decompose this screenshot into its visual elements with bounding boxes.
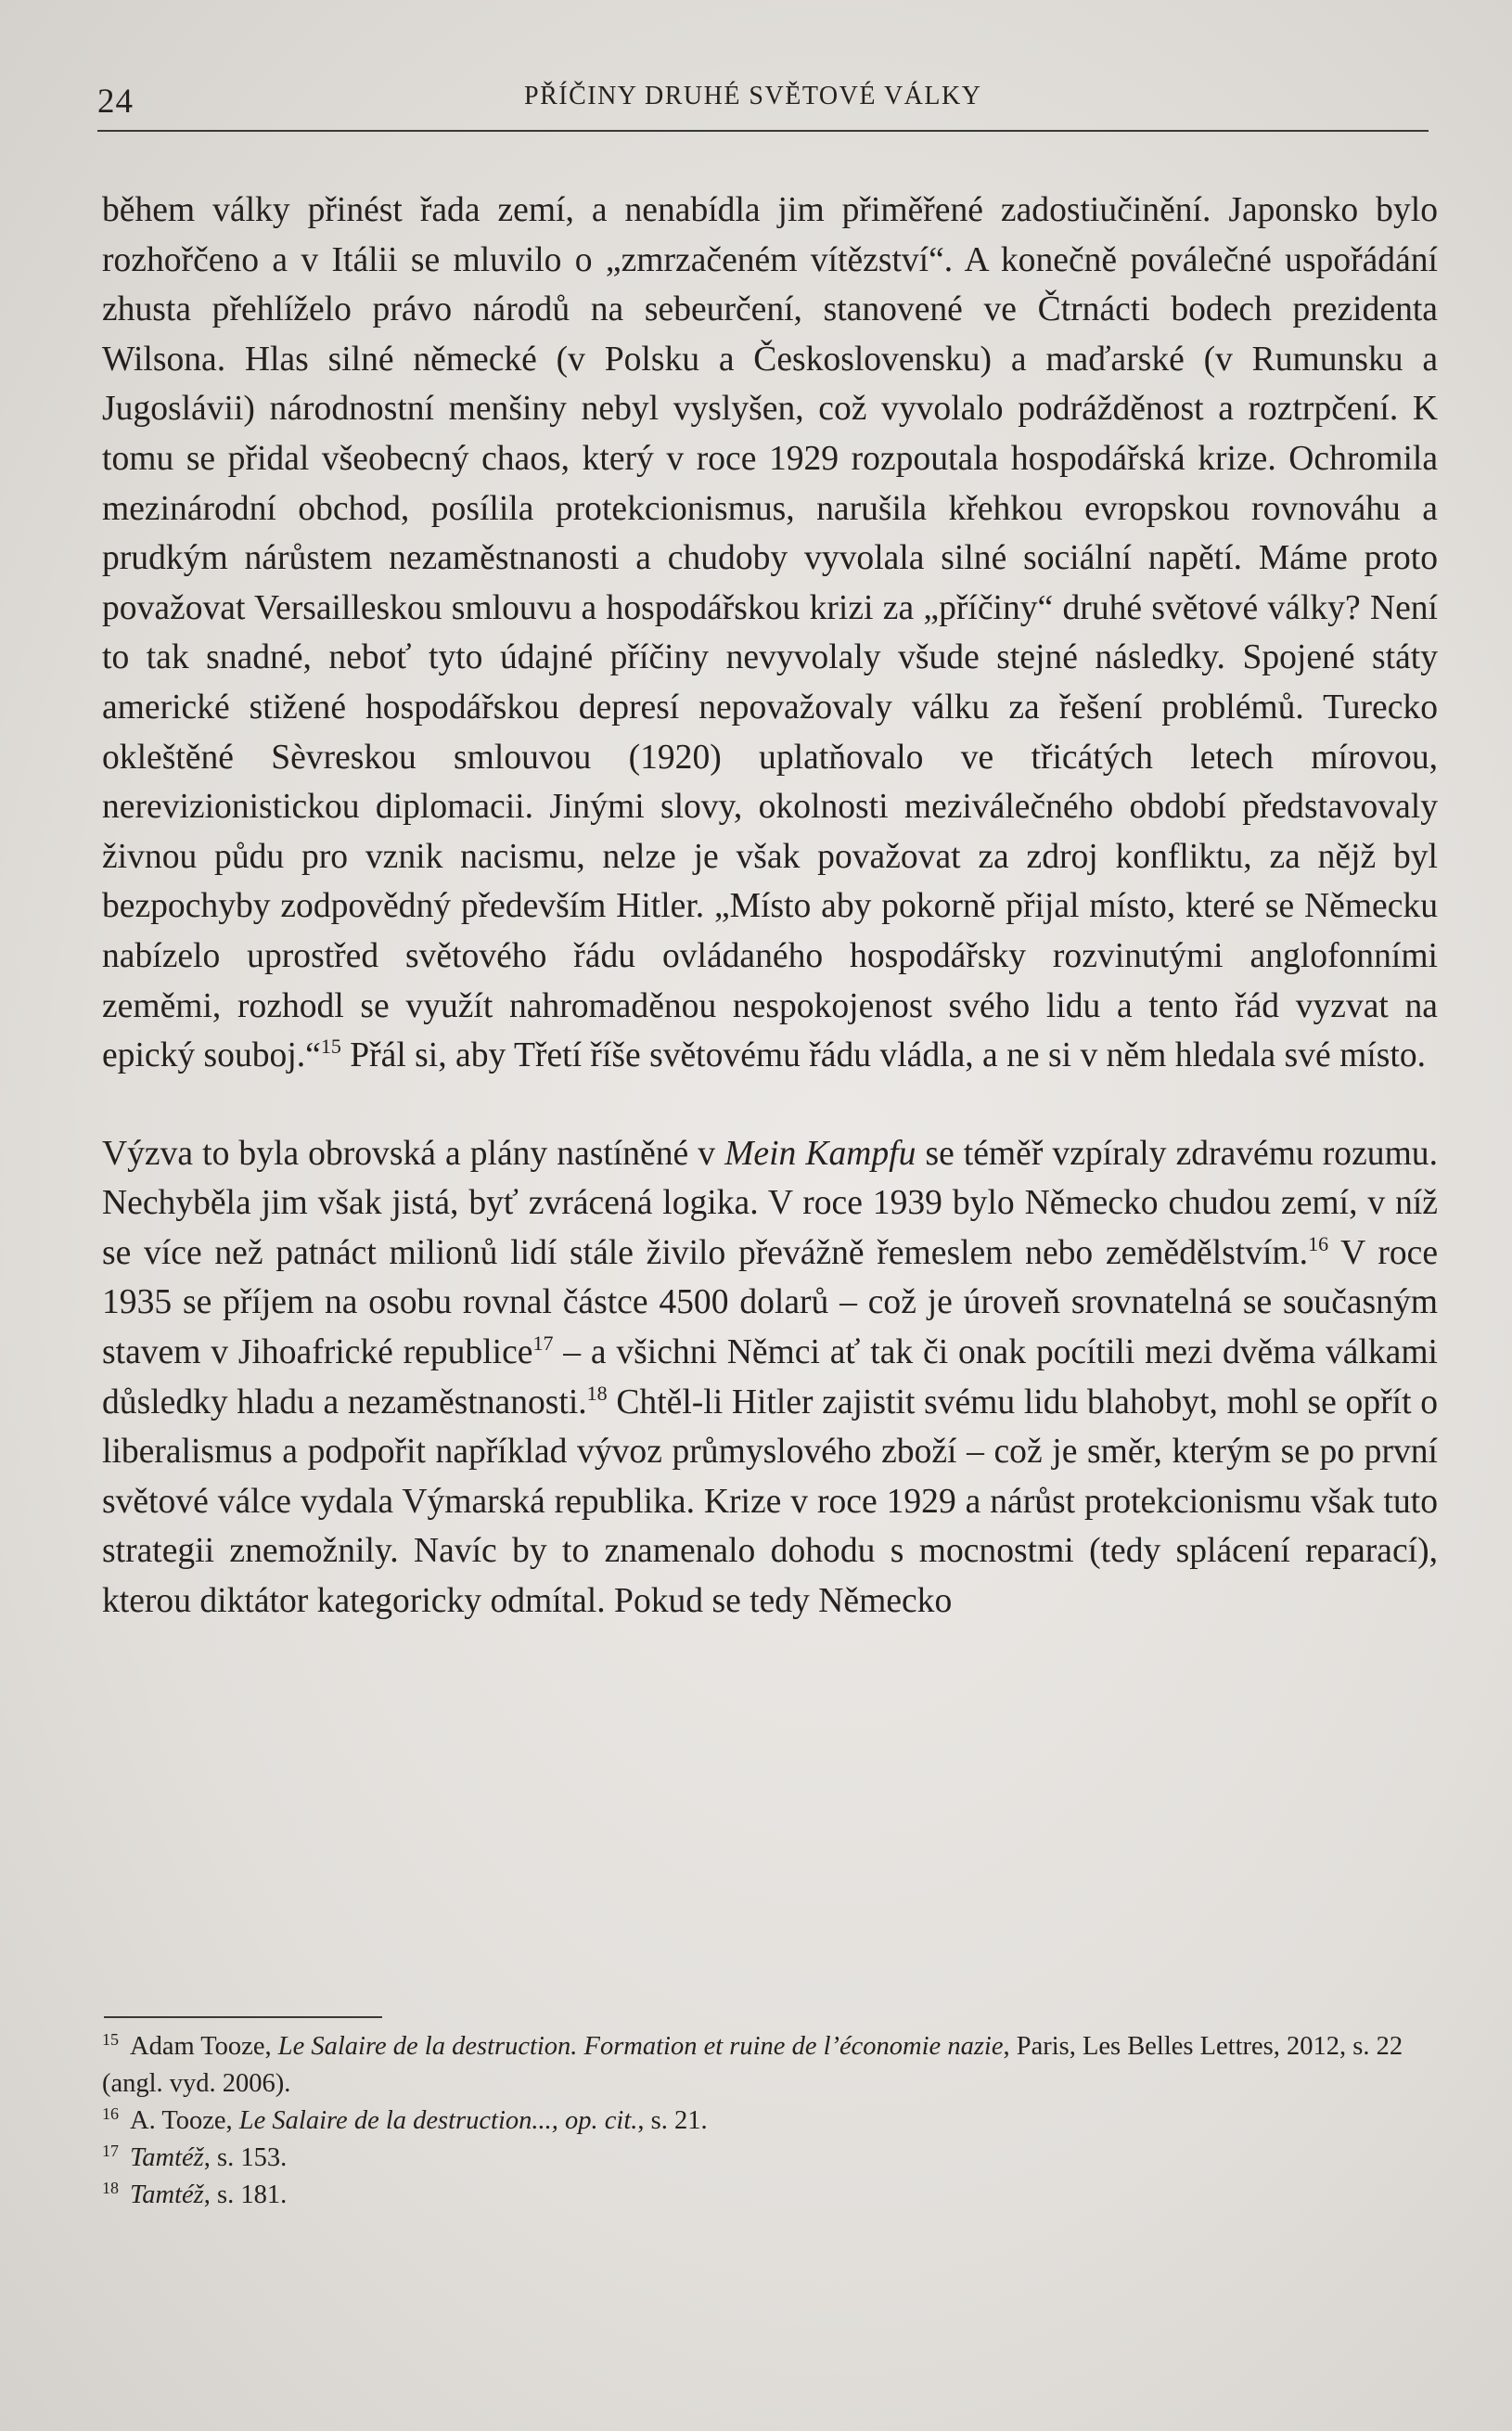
running-head: PŘÍČINY DRUHÉ SVĚTOVÉ VÁLKY: [524, 82, 982, 110]
paragraph: [102, 186, 1438, 1081]
text-run: Výzva to byla obrovská a plány nastíněné v: [102, 1134, 725, 1173]
footnote: [102, 2028, 1438, 2103]
body-text: [102, 186, 1438, 1627]
footnote: [102, 2177, 1438, 2214]
footnotes: [102, 2028, 1438, 2214]
footnote-divider: [104, 2016, 382, 2018]
text-run: Adam Tooze,: [130, 2032, 278, 2061]
text-run: se téměř vzpíraly zdravému rozumu. Nechyběla jim však jistá, byť zvrácená logika. V roce 1939 bylo Německo chudou zemí, v níž se více než patnáct milionů lidí stále živilo převážně řemeslem nebo zemědělstvím.: [102, 1134, 1438, 1272]
page-header: [97, 74, 1429, 132]
italic-text: Tamtéž: [130, 2143, 204, 2172]
text-run: během války přinést řada zemí, a nenabídla jim přiměřené zadostiučinění. Japonsko bylo rozhořčeno a v Itálii se mluvilo o „zmrzačeném vítězství“. A konečně poválečné uspořádání zhusta přehlíželo právo národů na sebeurčení, stanovené ve Čtrnácti bodech prezidenta Wilsona. Hlas silné německé (v Polsku a Československu) a maďarské (v Rumunsku a Jugoslávii) národnostní menšiny nebyl vyslyšen, což vyvolalo podrážděnost a roztrpčení. K tomu se přidal všeobecný chaos, který v roce 1929 rozpoutala hospodářská krize. Ochromila mezinárodní obchod, posílila protekcionismus, narušila křehkou evropskou rovnováhu a prudkým nárůstem nezaměstnanosti a chudoby vyvolala silné sociální napětí. Máme proto považovat Versailleskou smlouvu a hospodářskou krizi za „příčiny“ druhé světové války? Není to tak snadné, neboť tyto údajné příčiny nevyvolaly všude stejné následky. Spojené státy americké stižené hospodářskou depresí nepovažovaly válku za řešení problémů. Turecko okleštěné Sèvreskou smlouvou (1920) uplatňovalo ve třicátých letech mírovou, nerevizionistickou diplomacii. Jinými slovy, okolnosti meziválečného období představovaly živnou půdu pro vznik nacismu, nelze je však považovat za zdroj konfliktu, za nějž byl bezpochyby zodpovědný především Hitler. „Místo aby pokorně přijal místo, které se Německu nabízelo uprostřed světového řádu ovládaného hospodářsky rozvinutými anglofonními zeměmi, rozhodl se využít nahromaděnou nespokojenost svého lidu a tento řád vyzvat na epický souboj.“: [102, 191, 1438, 1075]
italic-text: Tamtéž: [130, 2180, 204, 2209]
footnote: [102, 2103, 1438, 2140]
text-run: , Paris, Les Belles Lettres, 2012, s. 22 (angl. vyd. 2006).: [102, 2032, 1403, 2098]
text-run: , s. 21.: [637, 2106, 708, 2135]
text-run: Přál si, aby Třetí říše světovému řádu vládla, a ne si v něm hledala své místo.: [340, 1036, 1427, 1075]
footnote-reference: 16: [1308, 1231, 1329, 1255]
italic-text: Le Salaire de la destruction. Formation et ruine de l’économie nazie: [277, 2032, 1004, 2061]
text-run: Chtěl-li Hitler zajistit svému lidu blahobyt, mohl se opřít o liberalismus a podpořit například vývoz průmyslového zboží – což je směr, kterým se po první světové válce vydala Výmarská republika. Krize v roce 1929 a nárůst protekcionismu však tuto strategii znemožnily. Navíc by to znamenalo dohodu s mocnostmi (tedy splácení reparací), kterou diktátor kategoricky odmítal. Pokud se tedy Německo: [102, 1383, 1438, 1621]
text-run: , s. 153.: [203, 2143, 288, 2172]
footnote: [102, 2140, 1438, 2177]
footnote-number: 15: [102, 2030, 119, 2049]
italic-text: Le Salaire de la destruction..., op. cit.: [238, 2106, 638, 2135]
footnote-number: 18: [102, 2179, 119, 2197]
footnote-reference: 15: [320, 1035, 341, 1059]
text-run: V roce 1935 se příjem na osobu rovnal částce 4500 dolarů – což je úroveň srovnatelná se současným stavem v Jihoafrické republice: [102, 1233, 1439, 1372]
text-run: , s. 181.: [203, 2180, 288, 2209]
text-run: – a všichni Němci ať tak či onak pocítili mezi dvěma válkami důsledky hladu a nezaměstnanosti.: [102, 1333, 1438, 1421]
footnote-reference: 17: [532, 1331, 554, 1356]
paragraph: [102, 1129, 1438, 1627]
footnote-number: 16: [102, 2104, 119, 2123]
page-number: 24: [97, 83, 134, 121]
italic-text: Mein Kampfu: [724, 1134, 916, 1173]
footnote-reference: 18: [586, 1381, 608, 1405]
text-run: A. Tooze,: [130, 2106, 239, 2135]
footnote-number: 17: [102, 2142, 119, 2160]
